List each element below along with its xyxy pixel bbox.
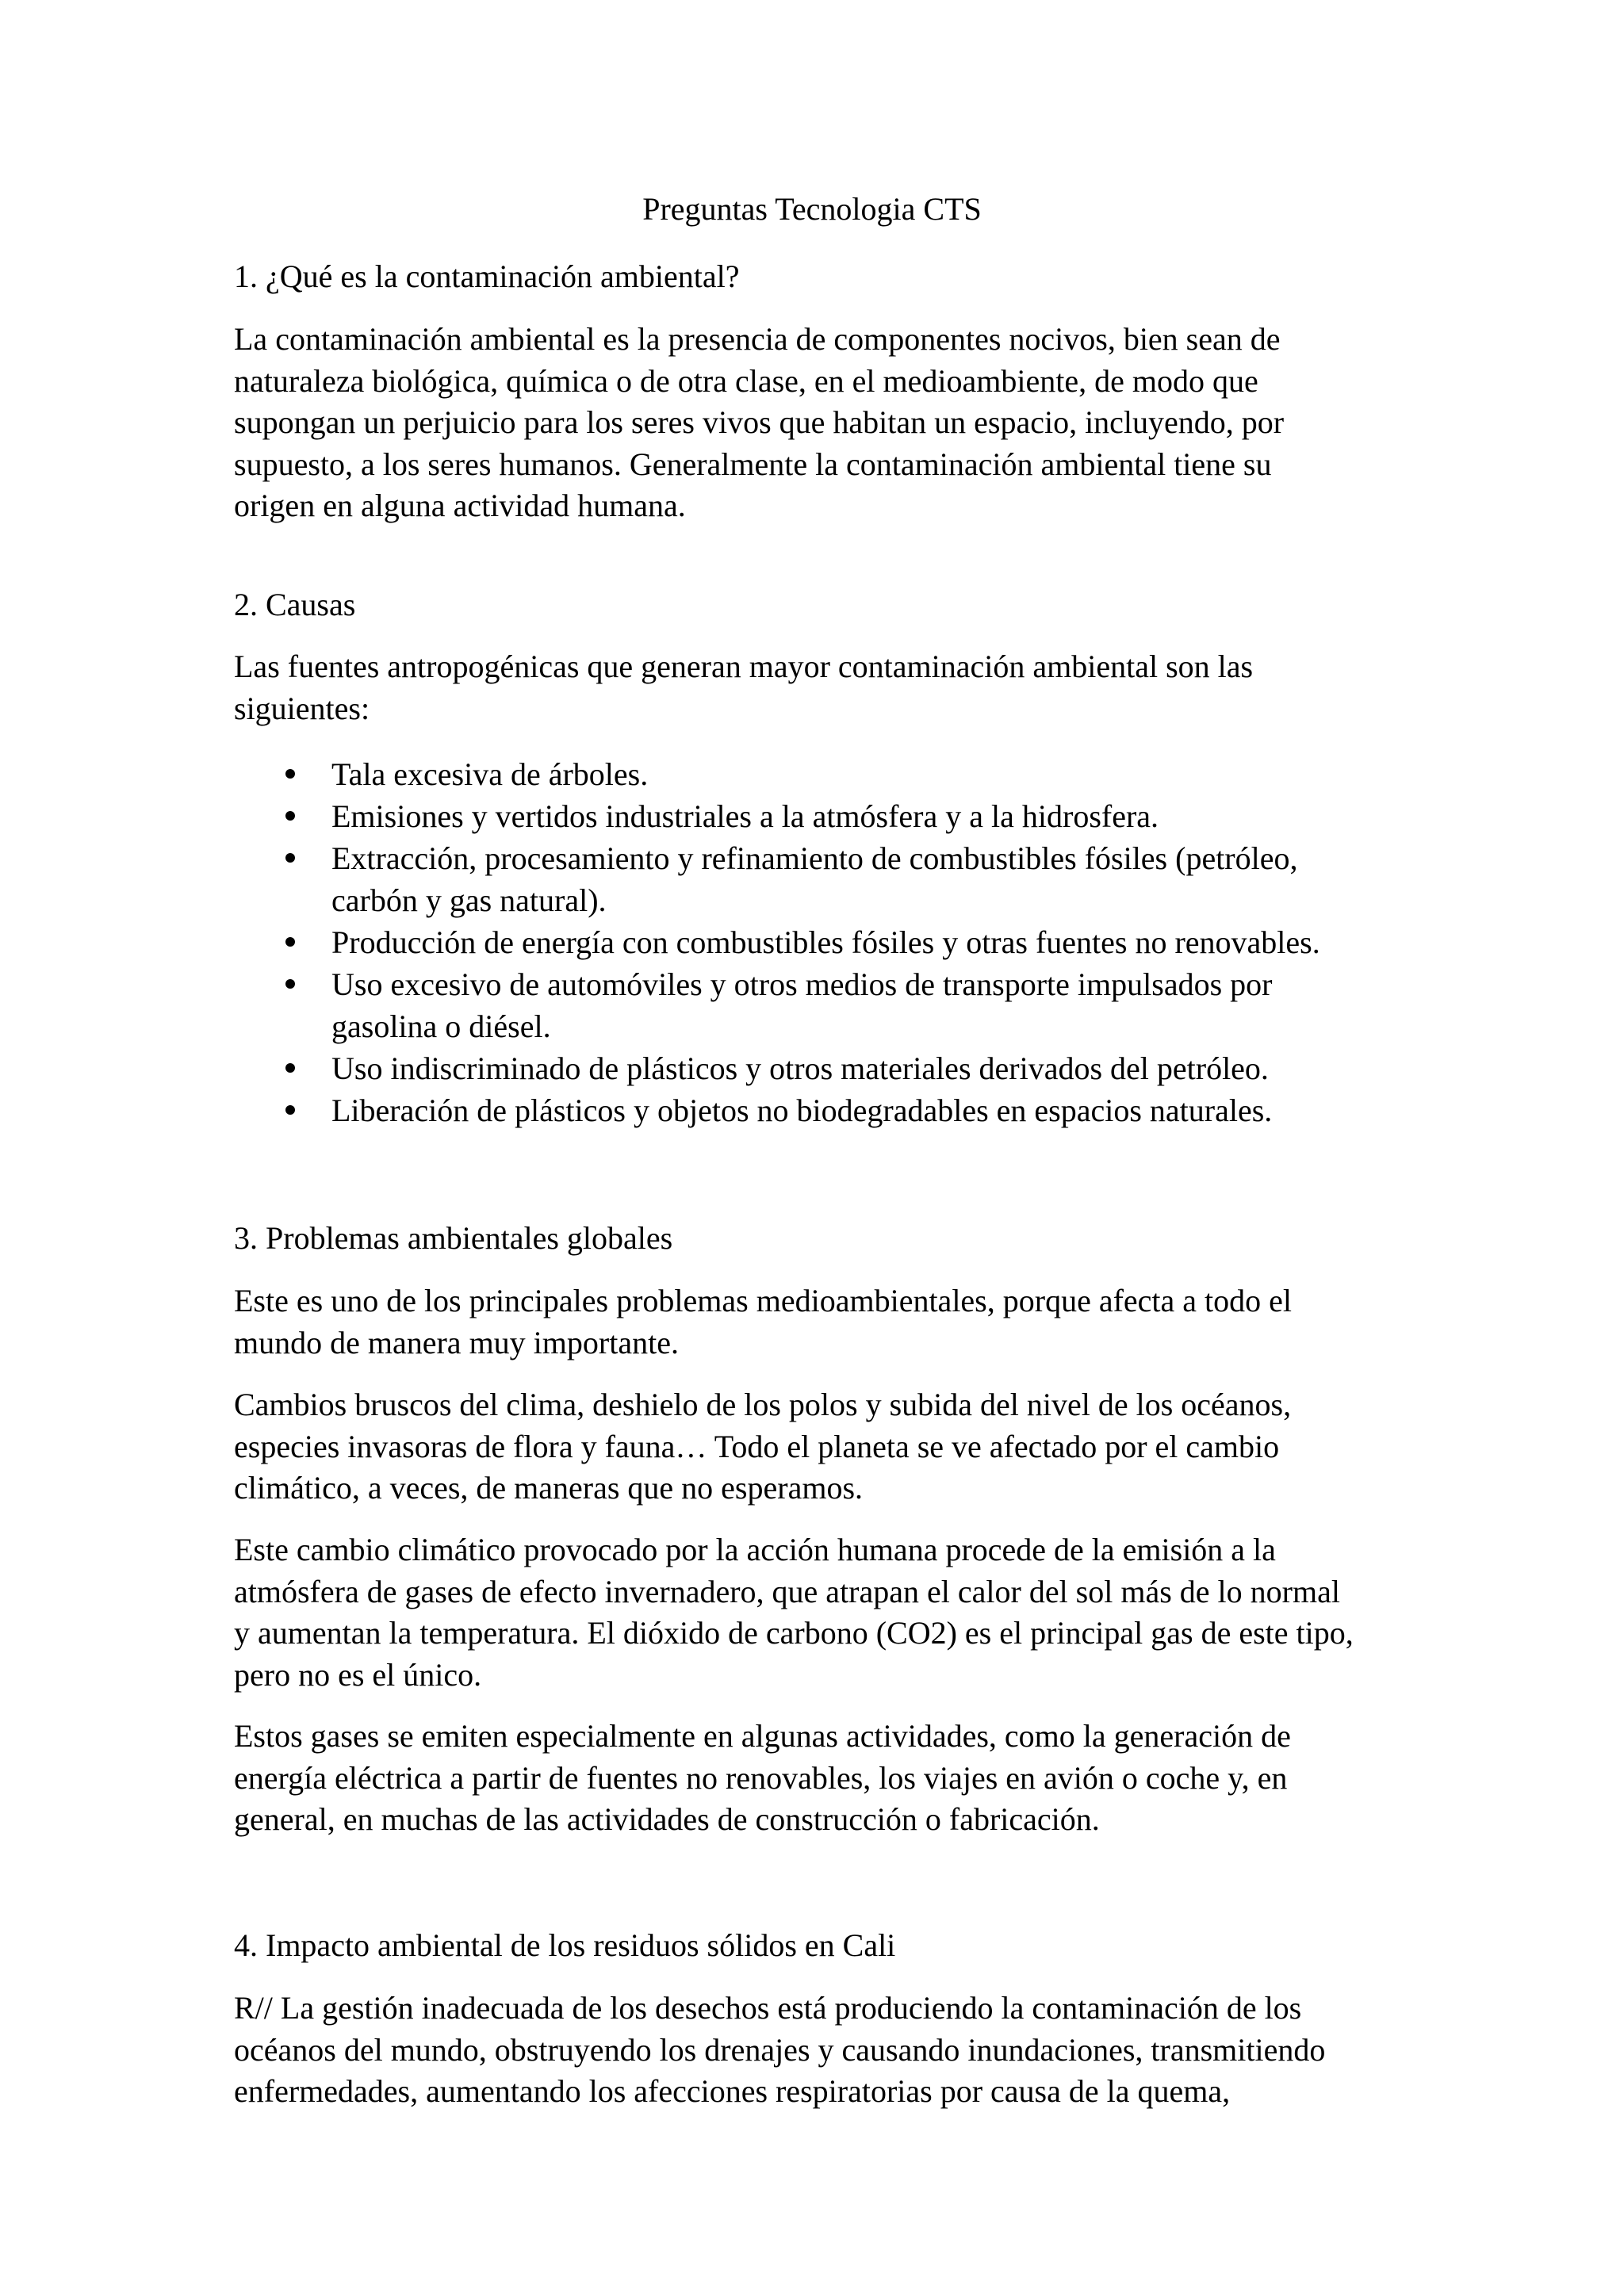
answer-line: R// La gestión inadecuada de los desechos está produciendo la contaminación de los <box>234 1990 1302 2026</box>
bullet-icon <box>285 811 295 821</box>
answer-line: La contaminación ambiental es la presencia de componentes nocivos, bien sean de <box>234 321 1281 357</box>
question-3-paragraph-3 <box>234 1529 1408 1696</box>
paragraph-line: pero no es el único. <box>234 1656 482 1693</box>
list-item <box>0 963 1624 1047</box>
paragraph-line: energía eléctrica a partir de fuentes no renovables, los viajes en avión o coche y, en <box>234 1759 1288 1796</box>
bullet-icon <box>285 1105 295 1115</box>
answer-line: naturaleza biológica, química o de otra clase, en el medioambiente, de modo que <box>234 362 1258 399</box>
paragraph-line: atmósfera de gases de efecto invernadero, que atrapan el calor del sol más de lo normal <box>234 1573 1340 1609</box>
question-2-intro <box>234 646 1408 729</box>
paragraph-line: Estos gases se emiten especialmente en algunas actividades, como la generación de <box>234 1718 1291 1754</box>
question-1-answer <box>234 319 1408 527</box>
answer-line: océanos del mundo, obstruyendo los drenajes y causando inundaciones, transmitiendo <box>234 2031 1326 2068</box>
paragraph-line: general, en muchas de las actividades de construcción o fabricación. <box>234 1801 1100 1837</box>
causes-list <box>0 753 1624 1131</box>
list-item <box>0 837 1624 921</box>
list-item <box>0 1089 1624 1131</box>
bullet-icon <box>285 1063 295 1073</box>
question-3-paragraph-4 <box>234 1716 1408 1841</box>
intro-line: Las fuentes antropogénicas que generan mayor contaminación ambiental son las <box>234 649 1254 684</box>
paragraph-line: mundo de manera muy importante. <box>234 1324 679 1360</box>
list-item <box>0 921 1624 963</box>
answer-line: origen en alguna actividad humana. <box>234 488 686 523</box>
bullet-icon <box>285 853 295 863</box>
list-item-text: Uso indiscriminado de plásticos y otros materiales derivados del petróleo. <box>331 1050 1269 1086</box>
question-2-heading: 2. Causas <box>234 587 356 622</box>
list-item-text: Uso excesivo de automóviles y otros medios de transporte impulsados por <box>331 966 1273 1002</box>
paragraph-line: especies invasoras de flora y fauna… Todo el planeta se ve afectado por el cambio <box>234 1428 1280 1464</box>
question-3-heading: 3. Problemas ambientales globales <box>234 1220 673 1256</box>
list-item-text: Producción de energía con combustibles fósiles y otras fuentes no renovables. <box>331 924 1320 960</box>
question-3-paragraph-1 <box>234 1280 1408 1364</box>
list-item <box>0 1047 1624 1089</box>
list-item-text: carbón y gas natural). <box>331 882 607 918</box>
intro-line: siguientes: <box>234 690 370 726</box>
paragraph-line: Cambios bruscos del clima, deshielo de los polos y subida del nivel de los océanos, <box>234 1387 1292 1422</box>
list-item <box>0 795 1624 837</box>
list-item-text: Tala excesiva de árboles. <box>331 756 649 792</box>
question-4-answer <box>234 1988 1408 2113</box>
list-item-text: gasolina o diésel. <box>331 1008 551 1044</box>
list-item <box>0 753 1624 795</box>
answer-line: supuesto, a los seres humanos. Generalmente la contaminación ambiental tiene su <box>234 446 1272 482</box>
paragraph-line: Este es uno de los principales problemas medioambientales, porque afecta a todo el <box>234 1283 1293 1318</box>
bullet-icon <box>285 979 295 989</box>
bullet-icon <box>285 769 295 779</box>
list-item-text: Emisiones y vertidos industriales a la atmósfera y a la hidrosfera. <box>331 798 1159 834</box>
list-item-text: Liberación de plásticos y objetos no biodegradables en espacios naturales. <box>331 1093 1273 1128</box>
paragraph-line: y aumentan la temperatura. El dióxido de carbono (CO2) es el principal gas de este tipo, <box>234 1615 1354 1651</box>
question-1-heading: 1. ¿Qué es la contaminación ambiental? <box>234 258 740 294</box>
question-4-heading: 4. Impacto ambiental de los residuos sólidos en Cali <box>234 1927 896 1963</box>
list-item-text: Extracción, procesamiento y refinamiento de combustibles fósiles (petróleo, <box>331 840 1298 876</box>
answer-line: supongan un perjuicio para los seres vivos que habitan un espacio, incluyendo, por <box>234 404 1285 440</box>
answer-line: enfermedades, aumentando los afecciones respiratorias por causa de la quema, <box>234 2073 1231 2109</box>
paragraph-line: climático, a veces, de maneras que no esperamos. <box>234 1470 864 1506</box>
document-title: Preguntas Tecnologia CTS <box>642 191 982 227</box>
question-3-paragraph-2 <box>234 1384 1408 1510</box>
bullet-icon <box>285 937 295 947</box>
paragraph-line: Este cambio climático provocado por la acción humana procede de la emisión a la <box>234 1532 1276 1567</box>
